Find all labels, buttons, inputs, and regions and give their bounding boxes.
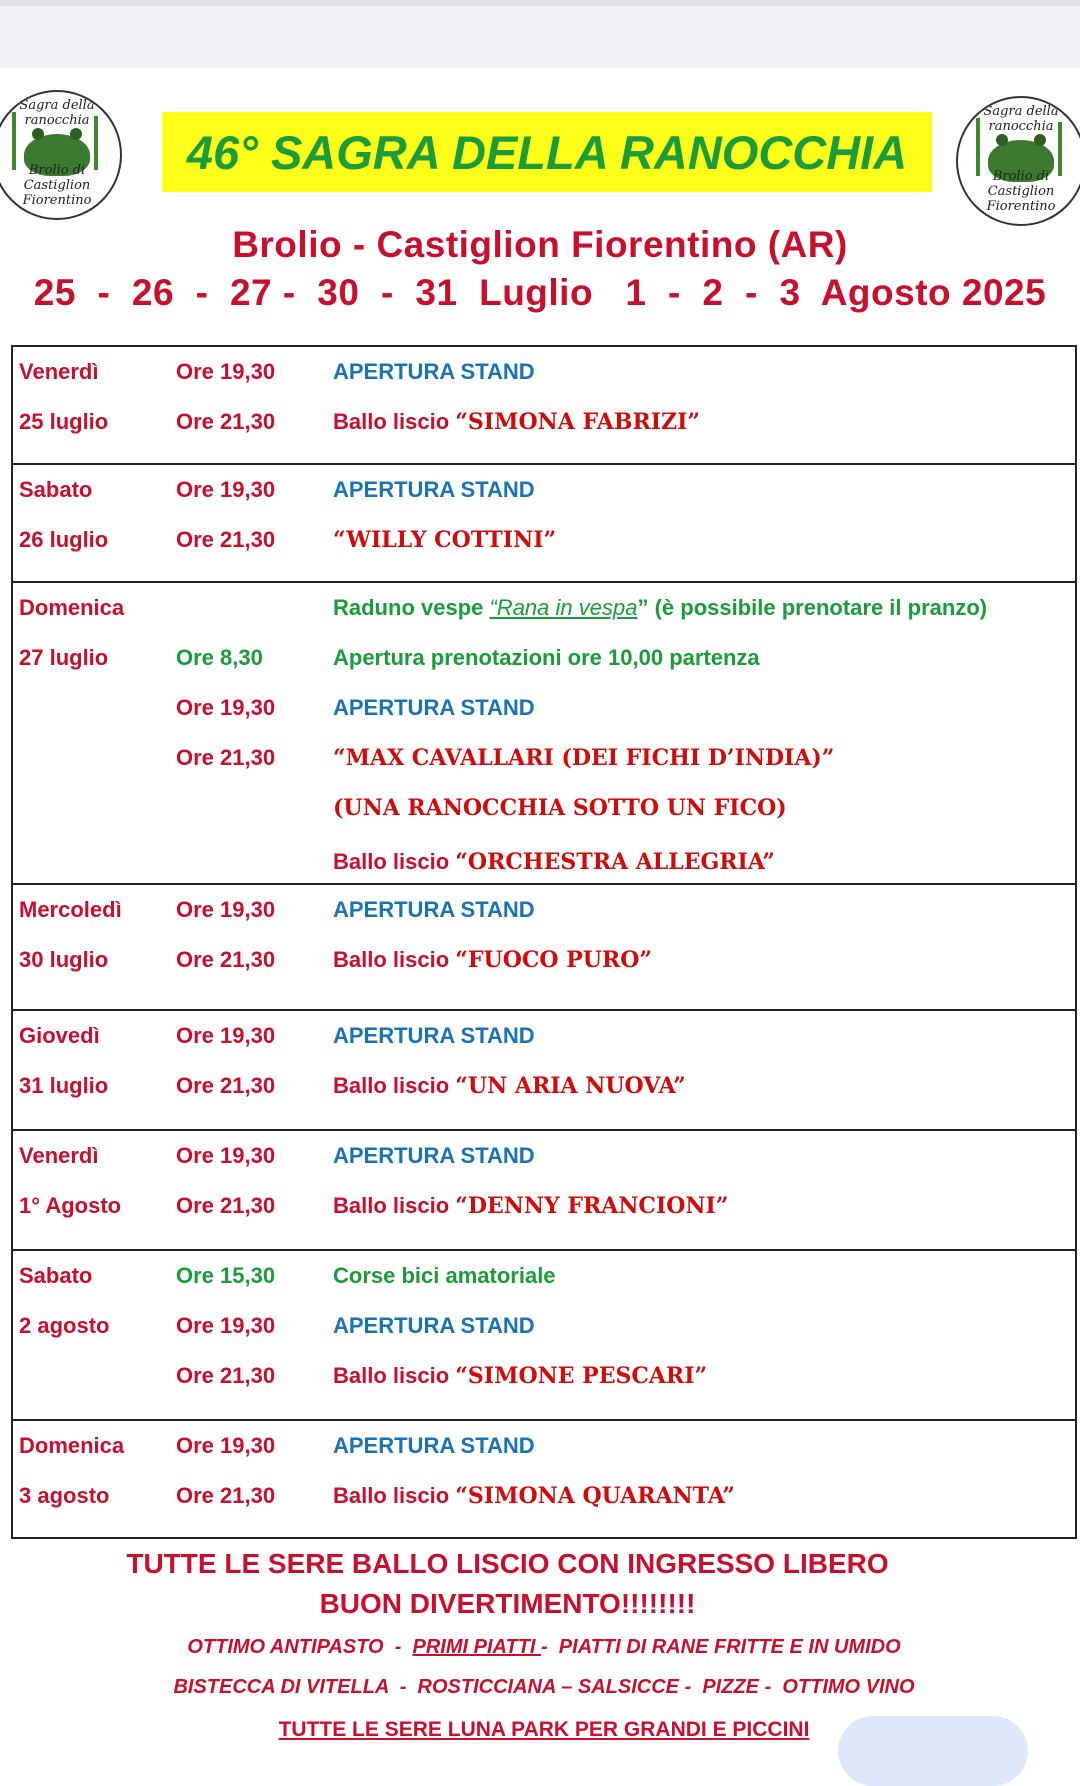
page-title: 46° SAGRA DELLA RANOCCHIA — [186, 125, 908, 179]
event-dates: 25 - 26 - 27 - 30 - 31 Luglio 1 - 2 - 3 Agosto 2025 — [33, 272, 1047, 313]
event-label: APERTURA STAND — [333, 1023, 535, 1048]
schedule-table — [11, 345, 1077, 1539]
time-label: Ore 21,30 — [176, 527, 276, 552]
time-label: Ore 8,30 — [176, 645, 263, 670]
event-label — [333, 527, 556, 553]
artist-subtitle: (UNA RANOCCHIA SOTTO UN FICO) — [333, 795, 787, 821]
time-label: Ore 21,30 — [176, 1483, 276, 1508]
schedule-row — [13, 397, 1075, 447]
menu-rane: - PIATTI DI RANE FRITTE E IN UMIDO — [541, 1636, 901, 1658]
event-label: APERTURA STAND — [333, 695, 535, 720]
raduno-name: “Rana in vespa — [489, 595, 638, 620]
schedule-row — [13, 583, 1075, 633]
raduno-prefix: Raduno vespe — [333, 595, 490, 620]
artist-name: “UN ARIA NUOVA” — [455, 1073, 686, 1099]
day-label: 3 agosto — [19, 1483, 110, 1508]
event-label: APERTURA STAND — [333, 477, 535, 502]
event-label: APERTURA STAND — [333, 359, 535, 384]
event-prefix: Ballo liscio — [333, 1193, 456, 1218]
reed-icon — [1058, 122, 1062, 176]
day-label: 30 luglio — [19, 947, 109, 972]
day-label: Sabato — [19, 477, 93, 502]
schedule-row — [13, 733, 1075, 783]
day-label: Domenica — [19, 595, 125, 620]
day-block — [13, 1131, 1075, 1251]
day-block — [13, 347, 1075, 465]
day-label: Domenica — [19, 1433, 125, 1458]
event-label: Apertura prenotazioni ore 10,00 partenza — [333, 645, 760, 670]
artist-name: “MAX CAVALLARI (DEI FICHI D’INDIA)” — [333, 745, 835, 771]
day-block — [13, 1011, 1075, 1131]
schedule-row — [13, 465, 1075, 515]
event-label — [333, 1193, 728, 1219]
time-label: Ore 21,30 — [176, 1073, 276, 1098]
schedule-row — [13, 1061, 1075, 1111]
schedule-row — [13, 633, 1075, 683]
event-label: Corse bici amatoriale — [333, 1263, 556, 1288]
schedule-row — [13, 935, 1075, 985]
event-label: APERTURA STAND — [333, 1433, 535, 1458]
event-label — [333, 849, 775, 875]
day-label: 2 agosto — [19, 1313, 110, 1338]
time-label: Ore 21,30 — [176, 1193, 276, 1218]
title-banner — [162, 112, 932, 192]
time-label: Ore 19,30 — [176, 359, 276, 384]
time-label: Ore 21,30 — [176, 947, 276, 972]
schedule-row — [13, 1421, 1075, 1471]
event-label: APERTURA STAND — [333, 897, 535, 922]
event-label: APERTURA STAND — [333, 1143, 535, 1168]
time-label: Ore 19,30 — [176, 477, 276, 502]
schedule-row — [13, 1301, 1075, 1351]
day-block — [13, 885, 1075, 1011]
event-prefix: Ballo liscio — [333, 947, 456, 972]
artist-name: “SIMONE PESCARI” — [455, 1363, 708, 1389]
logo-top-text: Sagra della ranocchia — [983, 104, 1059, 134]
event-label — [333, 1073, 686, 1099]
time-label: Ore 21,30 — [176, 1363, 276, 1388]
day-label: Venerdì — [19, 359, 99, 384]
time-label: Ore 21,30 — [176, 409, 276, 434]
schedule-row — [13, 515, 1075, 565]
event-prefix: Ballo liscio — [333, 1363, 456, 1388]
location-subtitle: Brolio - Castiglion Fiorentino (AR) — [232, 224, 848, 265]
schedule-row — [13, 837, 1075, 883]
day-label: 27 luglio — [19, 645, 109, 670]
time-label: Ore 15,30 — [176, 1263, 276, 1288]
menu-antipasto: OTTIMO ANTIPASTO - — [187, 1636, 413, 1658]
day-block — [13, 465, 1075, 583]
event-label — [333, 1483, 735, 1509]
event-label — [333, 409, 700, 435]
event-label — [333, 947, 652, 973]
day-label: 31 luglio — [19, 1073, 109, 1098]
raduno-suffix: ” (è possibile prenotare il pranzo) — [637, 595, 988, 620]
time-label: Ore 19,30 — [176, 1143, 276, 1168]
day-label: 25 luglio — [19, 409, 109, 434]
footer-menu-1 — [0, 1636, 1080, 1659]
time-label: Ore 19,30 — [176, 1313, 276, 1338]
time-label: Ore 19,30 — [176, 1433, 276, 1458]
menu-primi: PRIMI PIATTI — [412, 1636, 542, 1658]
day-block — [13, 583, 1075, 885]
logo-top-text: Sagra della ranocchia — [19, 98, 95, 128]
day-block — [13, 1421, 1075, 1537]
reed-icon — [12, 112, 16, 170]
schedule-row — [13, 783, 1075, 837]
day-label: Mercoledì — [19, 897, 122, 922]
schedule-row — [13, 1181, 1075, 1231]
schedule-row — [13, 1471, 1075, 1521]
logo-bottom-text: Brolio di Castiglion Fiorentino — [986, 169, 1056, 214]
schedule-row — [13, 1351, 1075, 1401]
artist-name: “ORCHESTRA ALLEGRIA” — [455, 849, 775, 875]
time-label: Ore 21,30 — [176, 745, 276, 770]
schedule-row — [13, 1131, 1075, 1181]
day-label: Giovedì — [19, 1023, 100, 1048]
browser-top-bar — [0, 0, 1080, 68]
schedule-row — [13, 1011, 1075, 1061]
day-label: Venerdì — [19, 1143, 99, 1168]
schedule-row — [13, 683, 1075, 733]
day-label: Sabato — [19, 1263, 93, 1288]
logo-bottom-text: Brolio di Castiglion Fiorentino — [22, 163, 92, 208]
artist-name: “SIMONA FABRIZI” — [455, 409, 701, 435]
event-prefix: Ballo liscio — [333, 849, 456, 874]
day-label: 1° Agosto — [19, 1193, 122, 1218]
logo-right — [956, 96, 1080, 226]
event-label — [333, 795, 787, 821]
schedule-row — [13, 885, 1075, 935]
footer-luna-park: TUTTE LE SERE LUNA PARK PER GRANDI E PICCINI — [278, 1718, 810, 1741]
artist-name: “SIMONA QUARANTA” — [455, 1483, 735, 1509]
footer-ingresso: TUTTE LE SERE BALLO LISCIO CON INGRESSO LIBERO — [126, 1548, 889, 1579]
event-prefix: Ballo liscio — [333, 1483, 456, 1508]
event-label — [333, 1363, 707, 1389]
event-label: APERTURA STAND — [333, 1313, 535, 1338]
event-label — [333, 595, 987, 621]
artist-name: “DENNY FRANCIONI” — [455, 1193, 729, 1219]
day-block — [13, 1251, 1075, 1421]
logo-left — [0, 90, 122, 220]
time-label: Ore 19,30 — [176, 897, 276, 922]
reed-icon — [94, 116, 98, 170]
reed-icon — [976, 118, 980, 176]
schedule-row — [13, 347, 1075, 397]
schedule-row — [13, 1251, 1075, 1301]
event-label — [333, 745, 834, 771]
artist-name: “FUOCO PURO” — [455, 947, 653, 973]
time-label: Ore 19,30 — [176, 1023, 276, 1048]
time-label: Ore 19,30 — [176, 695, 276, 720]
artist-name: “WILLY COTTINI” — [333, 527, 557, 553]
event-prefix: Ballo liscio — [333, 409, 456, 434]
day-label: 26 luglio — [19, 527, 109, 552]
event-prefix: Ballo liscio — [333, 1073, 456, 1098]
footer-menu-2: BISTECCA DI VITELLA - ROSTICCIANA – SALSICCE - PIZZE - OTTIMO VINO — [173, 1676, 915, 1698]
footer-divertimento: BUON DIVERTIMENTO!!!!!!!! — [319, 1588, 696, 1619]
